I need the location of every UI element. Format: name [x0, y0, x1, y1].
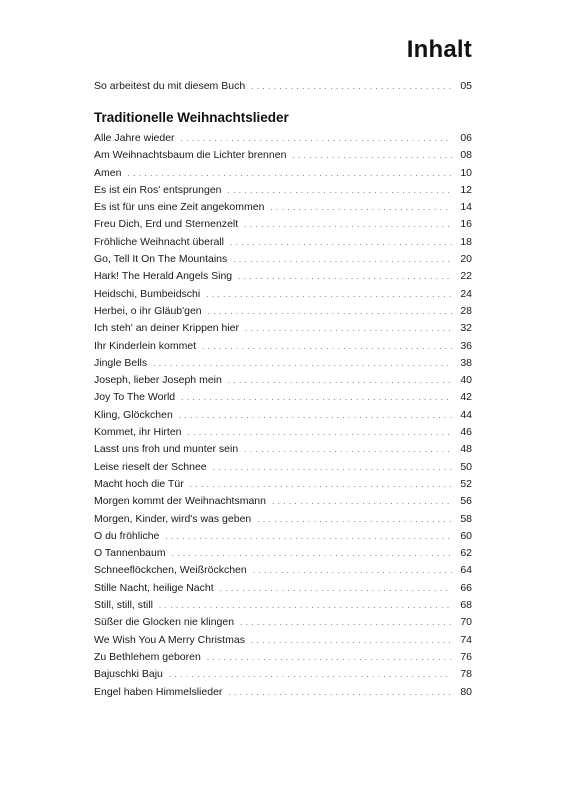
- toc-entry[interactable]: [94, 649, 472, 666]
- toc-entry-page: 22: [460, 270, 472, 283]
- toc-entry[interactable]: [94, 78, 472, 95]
- toc-entry[interactable]: [94, 684, 472, 701]
- toc-entry[interactable]: [94, 338, 472, 355]
- toc-entry-page: 10: [460, 166, 472, 179]
- dot-leader: [190, 476, 452, 493]
- toc-entry-page: 74: [460, 633, 472, 646]
- dot-leader: [228, 372, 452, 389]
- toc-entry-page: 20: [460, 253, 472, 266]
- toc-entry-title: Jingle Bells: [94, 356, 148, 369]
- dot-leader: [208, 303, 452, 320]
- toc-entry-title: Joy To The World: [94, 391, 176, 404]
- dot-leader: [233, 251, 452, 268]
- toc-entry-title: Freu Dich, Erd und Sternenzelt: [94, 218, 239, 231]
- toc-entry[interactable]: [94, 562, 472, 579]
- toc-entry[interactable]: [94, 545, 472, 562]
- toc-entry-page: 50: [460, 460, 472, 473]
- toc-entry[interactable]: [94, 580, 472, 597]
- toc-entry-page: 28: [460, 304, 472, 317]
- dot-leader: [253, 562, 452, 579]
- dot-leader: [165, 528, 452, 545]
- toc-entry[interactable]: [94, 372, 472, 389]
- toc-entry-page: 66: [460, 581, 472, 594]
- toc-entry[interactable]: [94, 632, 472, 649]
- toc-entry-page: 16: [460, 218, 472, 231]
- toc-entry-page: 38: [460, 356, 472, 369]
- toc-entry-page: 06: [460, 132, 472, 144]
- toc-entry-title: Morgen kommt der Weihnachtsmann: [94, 495, 266, 508]
- toc-entry-title: Fröhliche Weihnacht überall: [94, 235, 224, 248]
- toc-entry[interactable]: [94, 216, 472, 233]
- toc-entry-title: Es ist für uns eine Zeit angekommen: [94, 201, 265, 214]
- toc-entry-page: 32: [460, 322, 472, 335]
- toc-entry[interactable]: [94, 286, 472, 303]
- dot-leader: [238, 268, 452, 285]
- toc-entry-title: Süßer die Glocken nie klingen: [94, 616, 235, 629]
- toc-entry[interactable]: [94, 528, 472, 545]
- toc-entry-title: Schneeflöckchen, Weißröckchen: [94, 564, 247, 577]
- toc-entry-page: 68: [460, 599, 472, 612]
- toc-entry[interactable]: [94, 597, 472, 614]
- toc-entry-page: 42: [460, 391, 472, 404]
- toc-entry-title: Kommet, ihr Hirten: [94, 426, 182, 439]
- toc-entry-title: We Wish You A Merry Christmas: [94, 633, 245, 646]
- toc-entry-title: Heidschi, Bumbeidschi: [94, 287, 201, 300]
- toc-entry-page: 78: [460, 668, 472, 681]
- toc-entry-title: Ich steh' an deiner Krippen hier: [94, 322, 240, 335]
- toc-entry-page: 62: [460, 547, 472, 560]
- toc-entry[interactable]: [94, 182, 472, 199]
- toc-entry-page: 48: [460, 443, 472, 456]
- toc-entry-title: Still, still, still: [94, 599, 153, 612]
- dot-leader: [153, 355, 452, 372]
- toc-entry-title: Bajuschki Baju: [94, 668, 163, 681]
- dot-leader: [213, 459, 452, 476]
- toc-entry-title: So arbeitest du mit diesem Buch: [94, 80, 246, 92]
- dot-leader: [220, 580, 452, 597]
- toc-entry-page: 46: [460, 426, 472, 439]
- toc-entry[interactable]: [94, 459, 472, 476]
- song-list: [94, 130, 472, 701]
- toc-entry-page: 80: [460, 685, 472, 698]
- toc-entry-page: 40: [460, 374, 472, 387]
- toc-entry-title: Joseph, lieber Joseph mein: [94, 374, 222, 387]
- toc-entry-title: O Tannenbaum: [94, 547, 166, 560]
- dot-leader: [251, 78, 452, 95]
- toc-entry-title: Zu Bethlehem geboren: [94, 650, 201, 663]
- dot-leader: [207, 649, 452, 666]
- toc-entry-page: 05: [460, 80, 472, 92]
- toc-entry[interactable]: [94, 251, 472, 268]
- toc-entry-page: 58: [460, 512, 472, 525]
- dot-leader: [292, 147, 452, 164]
- toc-entry-title: Alle Jahre wieder: [94, 132, 175, 144]
- toc-entry-title: Leise rieselt der Schnee: [94, 460, 207, 473]
- toc-entry[interactable]: [94, 165, 472, 182]
- dot-leader: [244, 216, 452, 233]
- dot-leader: [251, 632, 452, 649]
- toc-entry[interactable]: [94, 355, 472, 372]
- section-heading: Traditionelle Weihnachtslieder: [94, 110, 289, 125]
- toc-entry-page: 56: [460, 495, 472, 508]
- toc-entry-page: 60: [460, 529, 472, 542]
- toc-entry-title: Morgen, Kinder, wird's was geben: [94, 512, 252, 525]
- toc-entry-title: Lasst uns froh und munter sein: [94, 443, 239, 456]
- dot-leader: [228, 182, 453, 199]
- dot-leader: [169, 666, 452, 683]
- toc-entry-title: O du fröhliche: [94, 529, 160, 542]
- toc-entry-title: Go, Tell It On The Mountains: [94, 253, 228, 266]
- toc-entry[interactable]: [94, 493, 472, 510]
- toc-entry[interactable]: [94, 130, 472, 147]
- toc-entry-page: 52: [460, 477, 472, 490]
- toc-entry[interactable]: [94, 268, 472, 285]
- toc-entry[interactable]: [94, 147, 472, 164]
- toc-entry-page: 24: [460, 287, 472, 300]
- toc-intro: [94, 78, 472, 95]
- toc-entry[interactable]: [94, 320, 472, 337]
- toc-entry-page: 70: [460, 616, 472, 629]
- toc-entry[interactable]: [94, 424, 472, 441]
- toc-entry[interactable]: [94, 407, 472, 424]
- page-title: Inhalt: [406, 36, 472, 63]
- toc-entry-page: 44: [460, 408, 472, 421]
- dot-leader: [206, 286, 452, 303]
- toc-entry-title: Herbei, o ihr Gläub'gen: [94, 304, 202, 317]
- toc-entry-page: 76: [460, 650, 472, 663]
- toc-entry-page: 36: [460, 339, 472, 352]
- toc-entry-page: 08: [460, 149, 472, 162]
- dot-leader: [257, 511, 452, 528]
- toc-entry[interactable]: [94, 476, 472, 493]
- toc-entry-title: Kling, Glöckchen: [94, 408, 173, 421]
- toc-entry[interactable]: [94, 614, 472, 631]
- dot-leader: [228, 684, 452, 701]
- toc-entry[interactable]: [94, 303, 472, 320]
- toc-entry-page: 18: [460, 235, 472, 248]
- dot-leader: [240, 614, 452, 631]
- dot-leader: [230, 234, 452, 251]
- toc-entry-title: Stille Nacht, heilige Nacht: [94, 581, 214, 594]
- toc-entry-title: Hark! The Herald Angels Sing: [94, 270, 233, 283]
- toc-entry-title: Es ist ein Ros' entsprungen: [94, 183, 222, 196]
- dot-leader: [270, 199, 452, 216]
- toc-entry[interactable]: [94, 234, 472, 251]
- toc-entry-title: Engel haben Himmelslieder: [94, 685, 223, 698]
- toc-entry-title: Amen: [94, 166, 122, 179]
- dot-leader: [179, 407, 452, 424]
- toc-entry-title: Am Weihnachtsbaum die Lichter brennen: [94, 149, 287, 162]
- toc-entry[interactable]: [94, 511, 472, 528]
- toc-entry[interactable]: [94, 199, 472, 216]
- dot-leader: [172, 545, 452, 562]
- toc-entry-page: 64: [460, 564, 472, 577]
- dot-leader: [244, 441, 452, 458]
- dot-leader: [272, 493, 452, 510]
- toc-entry-title: Ihr Kinderlein kommet: [94, 339, 197, 352]
- toc-entry-page: 14: [460, 201, 472, 214]
- toc-entry[interactable]: [94, 441, 472, 458]
- dot-leader: [188, 424, 452, 441]
- dot-leader: [181, 389, 452, 406]
- toc-entry[interactable]: [94, 666, 472, 683]
- toc-entry-title: Macht hoch die Tür: [94, 477, 184, 490]
- toc-entry-page: 12: [460, 183, 472, 196]
- toc-entry[interactable]: [94, 389, 472, 406]
- dot-leader: [245, 320, 452, 337]
- dot-leader: [159, 597, 452, 614]
- dot-leader: [181, 130, 452, 147]
- dot-leader: [127, 165, 452, 182]
- dot-leader: [202, 338, 452, 355]
